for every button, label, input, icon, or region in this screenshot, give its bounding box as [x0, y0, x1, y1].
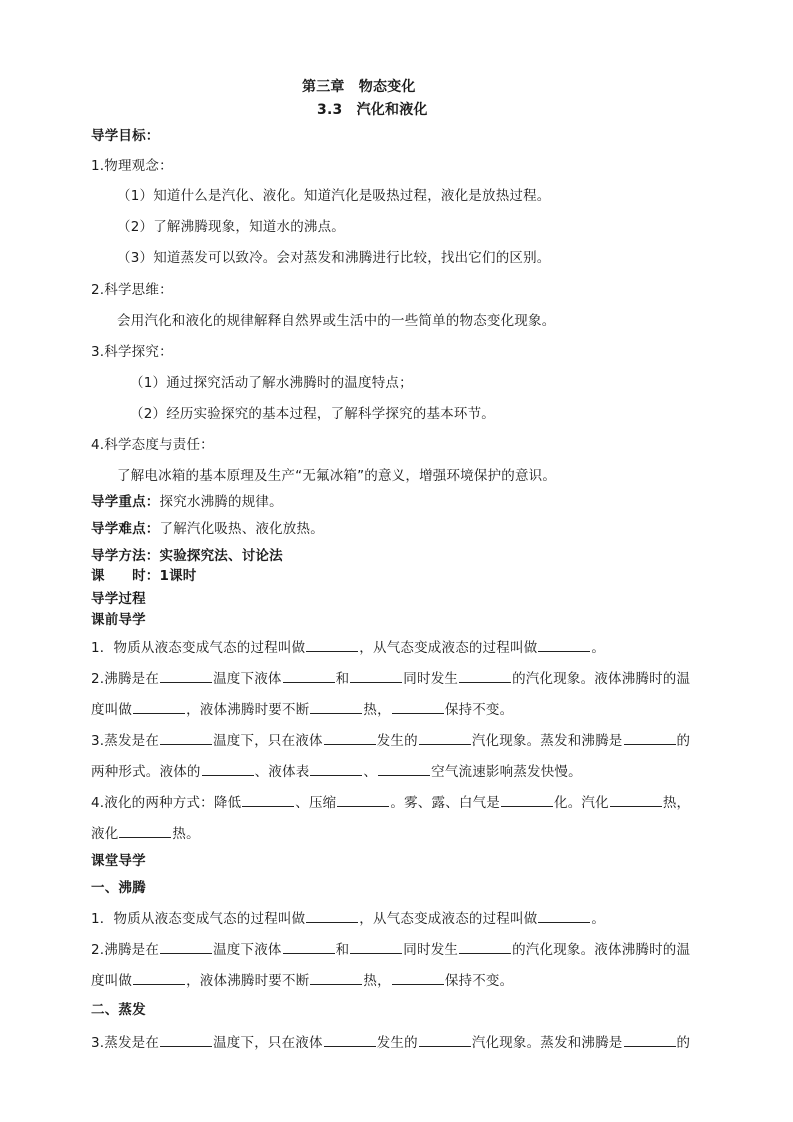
goal-1-item-1: （1）知道什么是汽化、液化。知道汽化是吸热过程，液化是放热过程。	[117, 188, 551, 204]
text-segment: 和	[335, 942, 350, 958]
goal-3-item-1: （1）通过探究活动了解水沸腾时的温度特点；	[130, 375, 413, 391]
text-segment: 同时发生	[403, 942, 459, 958]
text-segment: 热，	[662, 795, 691, 811]
text-segment: ，液体沸腾时要不断	[186, 702, 310, 718]
text-segment: 3.蒸发是在	[91, 733, 160, 749]
answer-blank[interactable]	[419, 730, 471, 745]
question-1	[91, 637, 605, 657]
answer-blank[interactable]	[459, 668, 511, 683]
class-hours-label: 课 时：	[91, 568, 160, 584]
question-3-line-1	[91, 730, 690, 750]
text-segment: 发生的	[376, 733, 418, 749]
text-segment: 。	[591, 640, 606, 656]
text-segment: 温度下，只在液体	[213, 1035, 323, 1051]
class-question-3-line-1	[91, 1032, 690, 1052]
text-segment: 4.液化的两种方式：降低	[91, 795, 242, 811]
answer-blank[interactable]	[350, 939, 402, 954]
text-segment: 同时发生	[403, 671, 459, 687]
text-segment: 1．物质从液态变成气态的过程叫做	[91, 640, 306, 656]
question-2-line-2	[91, 699, 513, 719]
in-class-heading: 课堂导学	[91, 853, 146, 869]
method-text: 实验探究法、讨论法	[159, 548, 283, 564]
text-segment: 汽化现象。蒸发和沸腾是	[471, 1035, 623, 1051]
text-segment: 度叫做	[91, 973, 133, 989]
answer-blank[interactable]	[119, 823, 171, 838]
text-segment: 的汽化现象。液体沸腾时的温	[512, 942, 691, 958]
goal-4-title: 4.科学态度与责任：	[91, 437, 214, 453]
text-segment: 发生的	[376, 1035, 418, 1051]
class-question-2-line-1	[91, 939, 690, 959]
question-3-line-2	[91, 761, 582, 781]
class-question-1	[91, 908, 605, 928]
answer-blank[interactable]	[160, 939, 212, 954]
answer-blank[interactable]	[160, 1032, 212, 1047]
text-segment: 保持不变。	[444, 702, 514, 718]
answer-blank[interactable]	[459, 939, 511, 954]
text-segment: 的汽化现象。液体沸腾时的温	[512, 671, 691, 687]
answer-blank[interactable]	[392, 699, 444, 714]
text-segment: ，从气态变成液态的过程叫做	[359, 911, 538, 927]
answer-blank[interactable]	[310, 970, 362, 985]
class-question-2-line-2	[91, 970, 513, 990]
answer-blank[interactable]	[310, 699, 362, 714]
text-segment: 的	[676, 1035, 691, 1051]
text-segment: 温度下液体	[213, 942, 282, 958]
text-segment: 空气流速影响蒸发快慢。	[431, 764, 582, 780]
class-hours	[91, 567, 197, 585]
text-segment: 、	[363, 764, 378, 780]
text-segment: 。雾、露、白气是	[390, 795, 500, 811]
answer-blank[interactable]	[538, 908, 590, 923]
text-segment: 、液体表	[254, 764, 310, 780]
goal-3-title: 3.科学探究：	[91, 344, 173, 360]
text-segment: 液化	[91, 826, 119, 842]
text-segment: 热，	[363, 702, 391, 718]
pre-class-heading: 课前导学	[91, 612, 146, 628]
class-hours-text: 1课时	[159, 568, 197, 584]
answer-blank[interactable]	[419, 1032, 471, 1047]
answer-blank[interactable]	[350, 668, 402, 683]
answer-blank[interactable]	[242, 792, 294, 807]
section-title: 3.3 汽化和液化	[317, 102, 428, 118]
answer-blank[interactable]	[283, 668, 335, 683]
method-label: 导学方法：	[91, 548, 160, 564]
goal-1-item-2: （2）了解沸腾现象，知道水的沸点。	[117, 219, 345, 235]
goal-1-title: 1.物理观念：	[91, 158, 173, 174]
answer-blank[interactable]	[378, 761, 430, 776]
text-segment: ，从气态变成液态的过程叫做	[359, 640, 538, 656]
answer-blank[interactable]	[202, 761, 254, 776]
answer-blank[interactable]	[392, 970, 444, 985]
chapter-title: 第三章 物态变化	[302, 79, 416, 95]
text-segment: 两种形式。液体的	[91, 764, 201, 780]
answer-blank[interactable]	[610, 792, 662, 807]
section-boiling: 一、沸腾	[91, 880, 146, 896]
answer-blank[interactable]	[306, 908, 358, 923]
answer-blank[interactable]	[160, 730, 212, 745]
text-segment: 度叫做	[91, 702, 133, 718]
text-segment: 1．物质从液态变成气态的过程叫做	[91, 911, 306, 927]
text-segment: 化。汽化	[554, 795, 609, 811]
process-heading: 导学过程	[91, 591, 146, 607]
goal-2-text: 会用汽化和液化的规律解释自然界或生活中的一些简单的物态变化现象。	[117, 313, 556, 329]
question-4-line-1	[91, 792, 690, 812]
text-segment: 2.沸腾是在	[91, 942, 160, 958]
answer-blank[interactable]	[324, 730, 376, 745]
difficulty-point	[91, 520, 324, 538]
answer-blank[interactable]	[310, 761, 362, 776]
difficulty-label: 导学难点：	[91, 521, 160, 537]
key-point-text: 探究水沸腾的规律。	[159, 494, 283, 510]
answer-blank[interactable]	[501, 792, 553, 807]
text-segment: 热。	[172, 826, 200, 842]
key-point	[91, 493, 283, 511]
text-segment: 保持不变。	[444, 973, 514, 989]
answer-blank[interactable]	[133, 970, 185, 985]
question-4-line-2	[91, 823, 200, 843]
text-segment: 温度下，只在液体	[213, 733, 323, 749]
text-segment: ，液体沸腾时要不断	[186, 973, 310, 989]
text-segment: 2.沸腾是在	[91, 671, 160, 687]
difficulty-text: 了解汽化吸热、液化放热。	[159, 521, 324, 537]
text-segment: 和	[335, 671, 350, 687]
answer-blank[interactable]	[283, 939, 335, 954]
answer-blank[interactable]	[624, 730, 676, 745]
text-segment: 热，	[363, 973, 391, 989]
text-segment: 温度下液体	[213, 671, 282, 687]
answer-blank[interactable]	[538, 637, 590, 652]
goals-heading: 导学目标：	[91, 128, 160, 144]
text-segment: 、压缩	[295, 795, 337, 811]
key-point-label: 导学重点：	[91, 494, 160, 510]
answer-blank[interactable]	[133, 699, 185, 714]
section-evaporation: 二、蒸发	[91, 1002, 146, 1018]
text-segment: 3.蒸发是在	[91, 1035, 160, 1051]
answer-blank[interactable]	[324, 1032, 376, 1047]
goal-3-item-2: （2）经历实验探究的基本过程，了解科学探究的基本环节。	[130, 406, 495, 422]
answer-blank[interactable]	[160, 668, 212, 683]
goal-4-text: 了解电冰箱的基本原理及生产“无氟冰箱”的意义，增强环境保护的意识。	[117, 468, 557, 484]
text-segment: 。	[591, 911, 606, 927]
text-segment: 的	[676, 733, 691, 749]
question-2-line-1	[91, 668, 690, 688]
text-segment: 汽化现象。蒸发和沸腾是	[471, 733, 623, 749]
answer-blank[interactable]	[624, 1032, 676, 1047]
goal-2-title: 2.科学思维：	[91, 282, 173, 298]
answer-blank[interactable]	[337, 792, 389, 807]
goal-1-item-3: （3）知道蒸发可以致冷。会对蒸发和沸腾进行比较，找出它们的区别。	[117, 250, 551, 266]
answer-blank[interactable]	[306, 637, 358, 652]
method	[91, 547, 283, 565]
